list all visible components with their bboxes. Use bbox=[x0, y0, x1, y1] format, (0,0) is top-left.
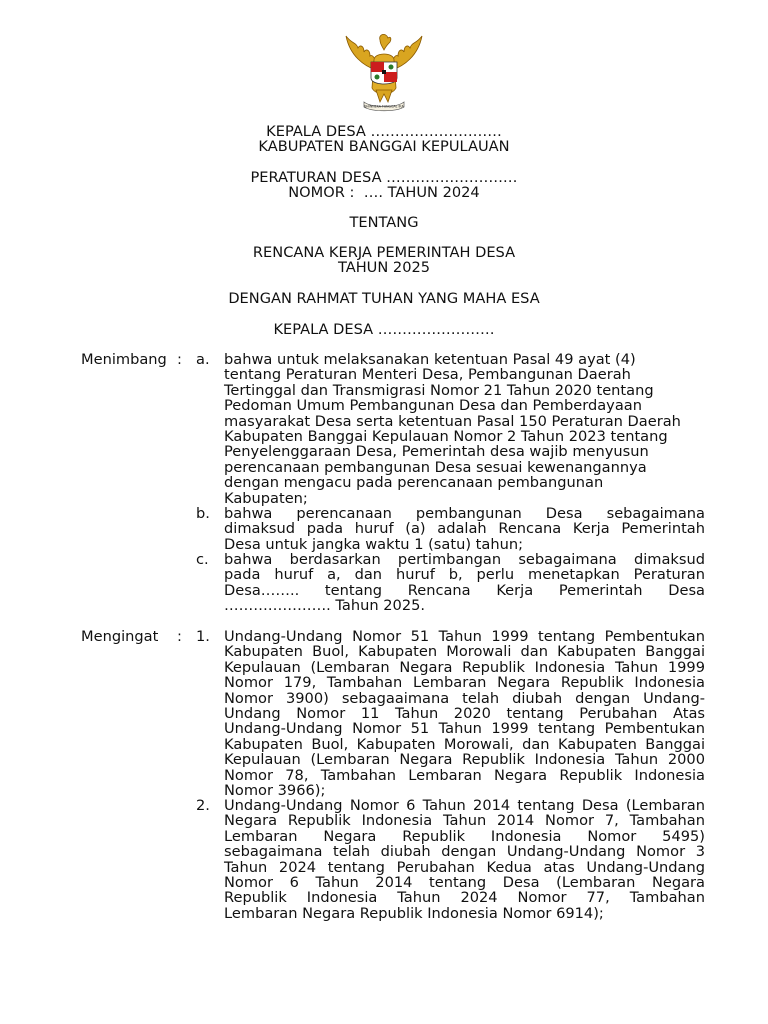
menimbang-marker-c: c. bbox=[196, 551, 209, 568]
mengingat-colon: : bbox=[177, 628, 182, 645]
text-line: Tahun 2024 tentang Perubahan Kedua atas Undang-Undang bbox=[224, 858, 705, 876]
header-rahmat: DENGAN RAHMAT TUHAN YANG MAHA ESA bbox=[228, 290, 540, 307]
text-line: Negara Republik Indonesia Tahun 2014 Nomor 7, Tambahan bbox=[224, 812, 705, 830]
menimbang-label: Menimbang bbox=[81, 351, 167, 368]
header-peraturan: PERATURAN DESA ……………………… bbox=[250, 169, 518, 186]
text-line: Kabupaten Buol, Kabupaten Morowali, dan Kabupaten Banggai bbox=[224, 735, 705, 753]
mengingat-item-2 bbox=[224, 798, 705, 921]
menimbang-item-a bbox=[224, 352, 705, 506]
text-line: tentang Peraturan Menteri Desa, Pembangunan Daerah bbox=[224, 366, 631, 384]
text-line: Desa…….. tentang Rencana Kerja Pemerintah Desa bbox=[224, 581, 705, 599]
text-line: Desa untuk jangka waktu 1 (satu) tahun; bbox=[224, 535, 523, 553]
text-line: sebagaimana telah diubah dengan Undang-Undang Nomor 3 bbox=[224, 843, 705, 861]
text-line: …………………. Tahun 2025. bbox=[224, 597, 426, 615]
text-line: Nomor 3900) sebagaaimana telah diubah dengan Undang- bbox=[224, 689, 705, 707]
garuda-emblem-icon bbox=[342, 30, 426, 112]
header-judul-1: RENCANA KERJA PEMERINTAH DESA bbox=[252, 244, 516, 261]
text-line: Tertinggal dan Transmigrasi Nomor 21 Tahun 2020 tentang bbox=[224, 381, 654, 399]
header-kepala-desa: KEPALA DESA ……………………… bbox=[266, 123, 502, 140]
menimbang-item-c bbox=[224, 552, 705, 614]
text-line: Kabupaten Buol, Kabupaten Morowali dan Kabupaten Banggai bbox=[224, 643, 705, 661]
menimbang-marker-a: a. bbox=[196, 351, 210, 368]
mengingat-marker-1: 1. bbox=[196, 628, 210, 645]
text-line: bahwa untuk melaksanakan ketentuan Pasal 49 ayat (4) bbox=[224, 351, 636, 368]
text-line: Kabupaten; bbox=[224, 489, 308, 507]
text-line: dimaksud pada huruf (a) adalah Rencana Kerja Pemerintah bbox=[224, 520, 705, 538]
text-line: pada huruf a, dan huruf b, perlu menetapkan Peraturan bbox=[224, 566, 705, 584]
header-nomor: NOMOR : …. TAHUN 2024 bbox=[288, 184, 480, 201]
text-line: Undang-Undang Nomor 51 Tahun 1999 tentang Pembentukan bbox=[224, 628, 705, 645]
text-line: Nomor 6 Tahun 2014 tentang Desa (Lembaran Negara bbox=[224, 874, 705, 892]
mengingat-label: Mengingat bbox=[81, 628, 159, 645]
mengingat-item-1 bbox=[224, 629, 705, 798]
text-line: Kabupaten Banggai Kepulauan Nomor 2 Tahun 2023 tentang bbox=[224, 428, 668, 446]
text-line: Nomor 3966); bbox=[224, 782, 326, 800]
text-line: Republik Indonesia Tahun 2024 Nomor 77, Tambahan bbox=[224, 889, 705, 907]
text-line: Undang-Undang Nomor 6 Tahun 2014 tentang Desa (Lembaran bbox=[224, 797, 705, 814]
text-line: bahwa berdasarkan pertimbangan sebagaimana dimaksud bbox=[224, 551, 705, 568]
text-line: Undang-Undang Nomor 51 Tahun 1999 tentang Pembentukan bbox=[224, 720, 705, 738]
text-line: Nomor 78, Tambahan Lembaran Negara Republik Indonesia bbox=[224, 766, 705, 784]
menimbang-marker-b: b. bbox=[196, 505, 210, 522]
emblem-motto: BHINNEKA TUNGGAL IKA bbox=[364, 104, 404, 109]
text-line: Kepulauan (Lembaran Negara Republik Indonesia Tahun 1999 bbox=[224, 658, 705, 676]
menimbang-item-b bbox=[224, 506, 705, 552]
text-line: Kepulauan (Lembaran Negara Republik Indonesia Tahun 2000 bbox=[224, 751, 705, 769]
text-line: masyarakat Desa serta ketentuan Pasal 150 Peraturan Daerah bbox=[224, 412, 681, 430]
header-judul-2: TAHUN 2025 bbox=[337, 259, 431, 276]
header-kabupaten: KABUPATEN BANGGAI KEPULAUAN bbox=[258, 138, 510, 155]
text-line: Pedoman Umum Pembangunan Desa dan Pemberdayaan bbox=[224, 397, 642, 415]
header-kepala-desa-2: KEPALA DESA …………………… bbox=[273, 321, 495, 338]
text-line: Nomor 179, Tambahan Lembaran Negara Republik Indonesia bbox=[224, 674, 705, 692]
text-line: Penyelenggaraan Desa, Pemerintah desa wajib menyusun bbox=[224, 443, 649, 461]
text-line: Lembaran Negara Republik Indonesia Nomor 5495) bbox=[224, 827, 705, 845]
text-line: dengan mengacu pada perencanaan pembangunan bbox=[224, 474, 604, 492]
text-line: bahwa perencanaan pembangunan Desa sebagaimana bbox=[224, 505, 705, 522]
text-line: Lembaran Negara Republik Indonesia Nomor 6914); bbox=[224, 904, 604, 922]
menimbang-colon: : bbox=[177, 351, 182, 368]
text-line: perencanaan pembangunan Desa sesuai kewenangannya bbox=[224, 458, 647, 476]
text-line: Undang Nomor 11 Tahun 2020 tentang Perubahan Atas bbox=[224, 705, 705, 723]
header-tentang: TENTANG bbox=[349, 214, 419, 231]
mengingat-marker-2: 2. bbox=[196, 797, 210, 814]
